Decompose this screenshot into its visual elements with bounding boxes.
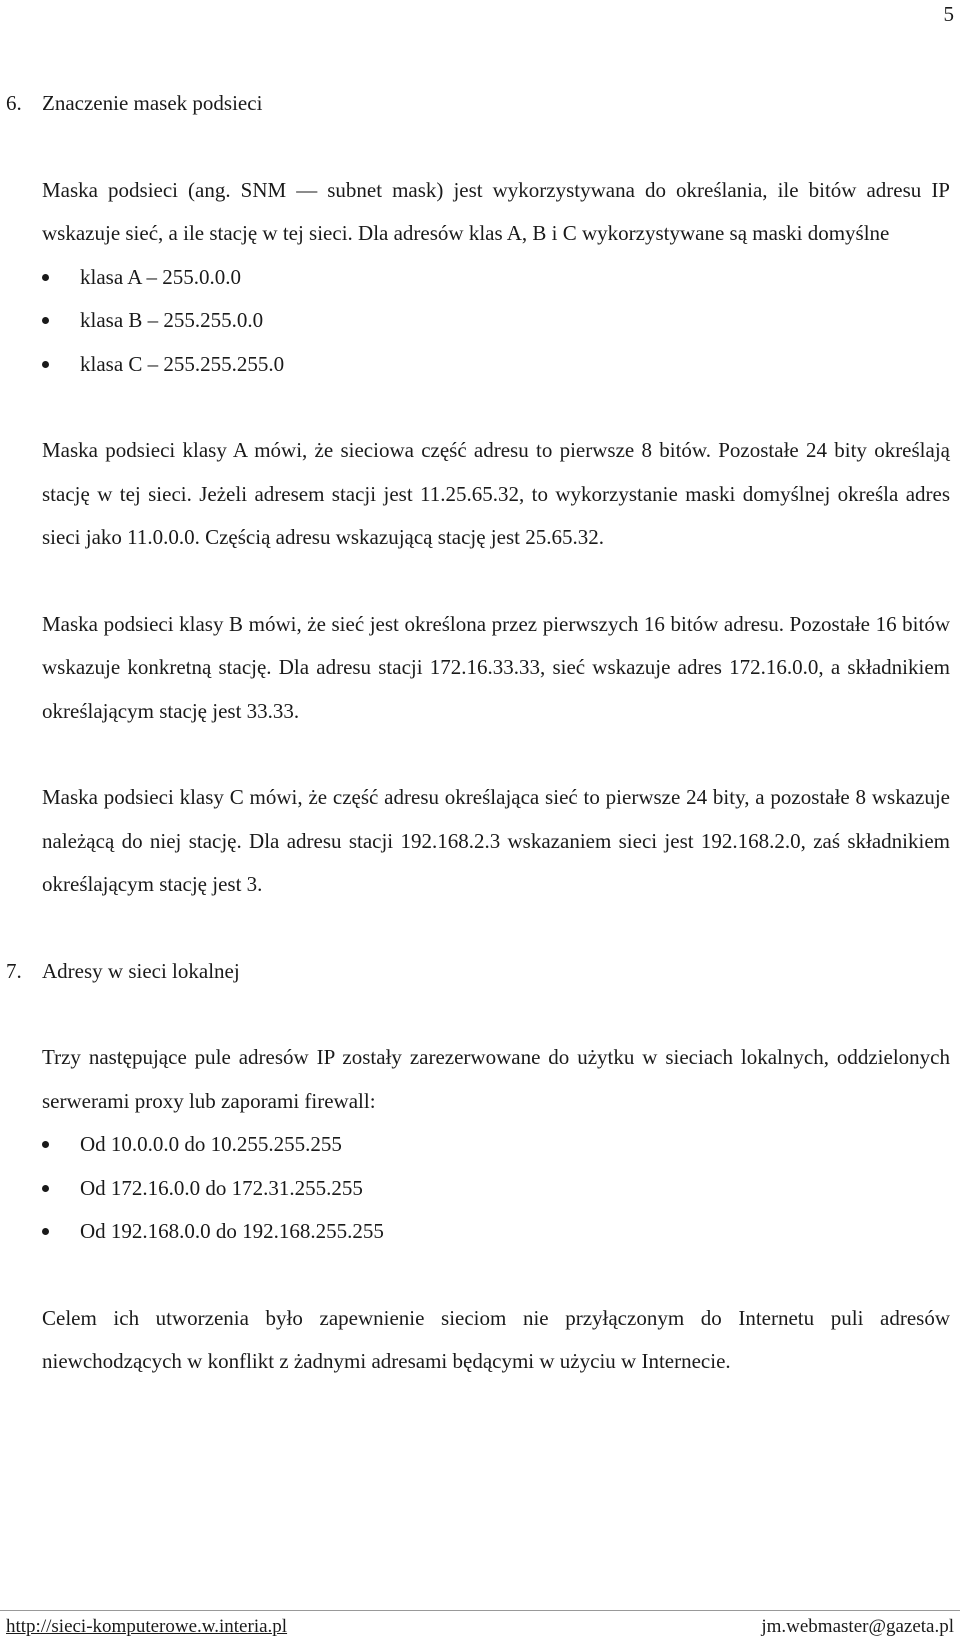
page-number: 5 bbox=[943, 2, 954, 26]
closing-paragraph: Celem ich utworzenia było zapewnienie sieciom nie przyłączonym do Internetu puli adresów niewchodzących w konflikt z żadnymi adresami będącymi w użyciu w Internecie. bbox=[42, 1305, 950, 1373]
bullet-icon bbox=[42, 1141, 49, 1148]
section-6-title: Znaczenie masek podsieci bbox=[42, 91, 263, 115]
section-7-title: Adresy w sieci lokalnej bbox=[42, 958, 240, 983]
mask-class-list bbox=[42, 256, 950, 387]
section-7-intro: Trzy następujące pule adresów IP zostały zarezerwowane do użytku w sieciach lokalnych, oddzielonych serwerami proxy lub zaporami firewall: bbox=[42, 1045, 950, 1113]
page-content bbox=[6, 82, 950, 1384]
bullet-icon bbox=[42, 274, 49, 281]
class-a-paragraph: Maska podsieci klasy A mówi, że sieciowa część adresu to pierwsze 8 bitów. Pozostałe 24 bity określają stację w tej sieci. Jeżeli adresem stacji jest 11.25.65.32, to wykorzystanie maski domyślnej określa adres sieci jako 11.0.0.0. Częścią adresu wskazującą stację jest 25.65.32. bbox=[42, 438, 950, 549]
class-c-paragraph: Maska podsieci klasy C mówi, że część adresu określająca sieć to pierwsze 24 bity, a pozostałe 8 wskazuje należącą do niej stację. Dla adresu stacji 192.168.2.3 wskazaniem sieci jest 192.168.2.0, zaś składnikiem określającym stację jest 3. bbox=[42, 785, 950, 896]
list-item: klasa A – 255.0.0.0 bbox=[42, 256, 950, 300]
section-6-number: 6. bbox=[6, 91, 22, 115]
section-7-number: 7. bbox=[6, 958, 22, 983]
list-item: Od 172.16.0.0 do 172.31.255.255 bbox=[42, 1167, 950, 1211]
bullet-icon bbox=[42, 317, 49, 324]
class-b-paragraph: Maska podsieci klasy B mówi, że sieć jest określona przez pierwszych 16 bitów adresu. Pozostałe 16 bitów wskazuje konkretną stację. Dla adresu stacji 172.16.33.33, sieć wskazuje adres 172.16.0.0, a składnikiem określającym stację jest 33.33. bbox=[42, 611, 950, 723]
list-item: Od 192.168.0.0 do 192.168.255.255 bbox=[42, 1210, 950, 1254]
list-item: klasa C – 255.255.255.0 bbox=[42, 343, 950, 387]
reserved-pools-list bbox=[42, 1123, 950, 1254]
footer-email: jm.webmaster@gazeta.pl bbox=[761, 1616, 954, 1637]
bullet-icon bbox=[42, 1228, 49, 1235]
section-6-intro: Maska podsieci (ang. SNM — subnet mask) jest wykorzystywana do określania, ile bitów adresu IP wskazuje sieć, a ile stację w tej sieci. Dla adresów klas A, B i C wykorzystywane są maski domyślne bbox=[42, 177, 950, 245]
bullet-icon bbox=[42, 361, 49, 368]
section-6-heading bbox=[6, 82, 950, 126]
bullet-icon bbox=[42, 1185, 49, 1192]
footer-website-link[interactable]: http://sieci-komputerowe.w.interia.pl bbox=[6, 1616, 288, 1637]
section-7-heading bbox=[6, 950, 950, 994]
list-item: Od 10.0.0.0 do 10.255.255.255 bbox=[42, 1123, 950, 1167]
footer-divider bbox=[0, 1610, 960, 1611]
list-item: klasa B – 255.255.0.0 bbox=[42, 299, 950, 343]
